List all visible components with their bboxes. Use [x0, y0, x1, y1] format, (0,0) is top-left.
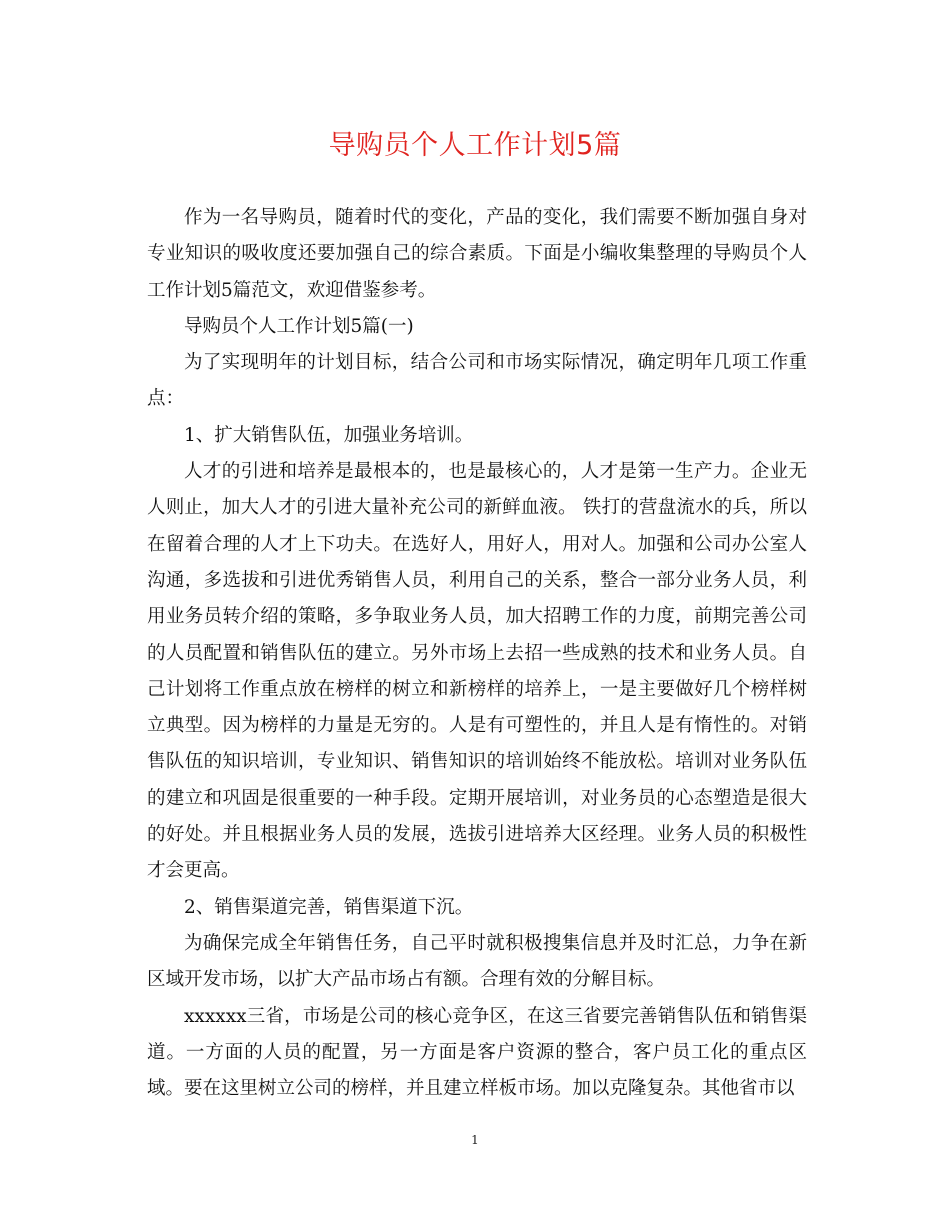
paragraph-point-1: 1、扩大销售队伍，加强业务培训。	[184, 424, 474, 446]
document-title: 导购员个人工作计划5篇	[328, 130, 622, 161]
paragraph-intro: 作为一名导购员，随着时代的变化，产品的变化，我们需要不断加强自身对专业知识的吸收度还要加强自己的综合素质。下面是小编收集整理的导购员个人工作计划5篇范文，欢迎借鉴参考。	[147, 207, 807, 301]
paragraph-goals: 为了实现明年的计划目标，结合公司和市场实际情况，确定明年几项工作重点：	[147, 352, 807, 410]
paragraph-point-2: 2、销售渠道完善，销售渠道下沉。	[184, 896, 474, 918]
document-body	[147, 200, 807, 1107]
paragraph-provinces: xxxxxx三省，市场是公司的核心竞争区，在这三省要完善销售队伍和销售渠道。一方面的人员的配置，另一方面是客户资源的整合，客户员工化的重点区域。要在这里树立公司的榜样，并且建立样板市场。加以克隆复杂。其他省市以	[147, 1005, 807, 1100]
paragraph-section-heading: 导购员个人工作计划5篇(一)	[184, 315, 414, 337]
page-number: 1	[471, 1133, 479, 1147]
paragraph-sales-task: 为确保完成全年销售任务，自己平时就积极搜集信息并及时汇总，力争在新区域开发市场，以扩大产品市场占有额。合理有效的分解目标。	[147, 932, 807, 991]
paragraph-talent: 人才的引进和培养是最根本的，也是最核心的，人才是第一生产力。企业无人则止，加大人才的引进大量补充公司的新鲜血液。 铁打的营盘流水的兵，所以在留着合理的人才上下功夫。在选好人，用好人，用对人。加强和公司办公室人沟通，多选拔和引进优秀销售人员，利用自己的关系，整合一部分业务人员，利用业务员转介绍的策略，多争取业务人员，加大招聘工作的力度，前期完善公司的人员配置和销售队伍的建立。另外市场上去招一些成熟的技术和业务人员。自己计划将工作重点放在榜样的树立和新榜样的培养上，一是主要做好几个榜样树立典型。因为榜样的力量是无穷的。人是有可塑性的，并且人是有惰性的。对销售队伍的知识培训，专业知识、销售知识的培训始终不能放松。培训对业务队伍的建立和巩固是很重要的一种手段。定期开展培训，对业务员的心态塑造是很大的好处。并且根据业务人员的发展，选拔引进培养大区经理。业务人员的积极性才会更高。	[147, 461, 807, 882]
